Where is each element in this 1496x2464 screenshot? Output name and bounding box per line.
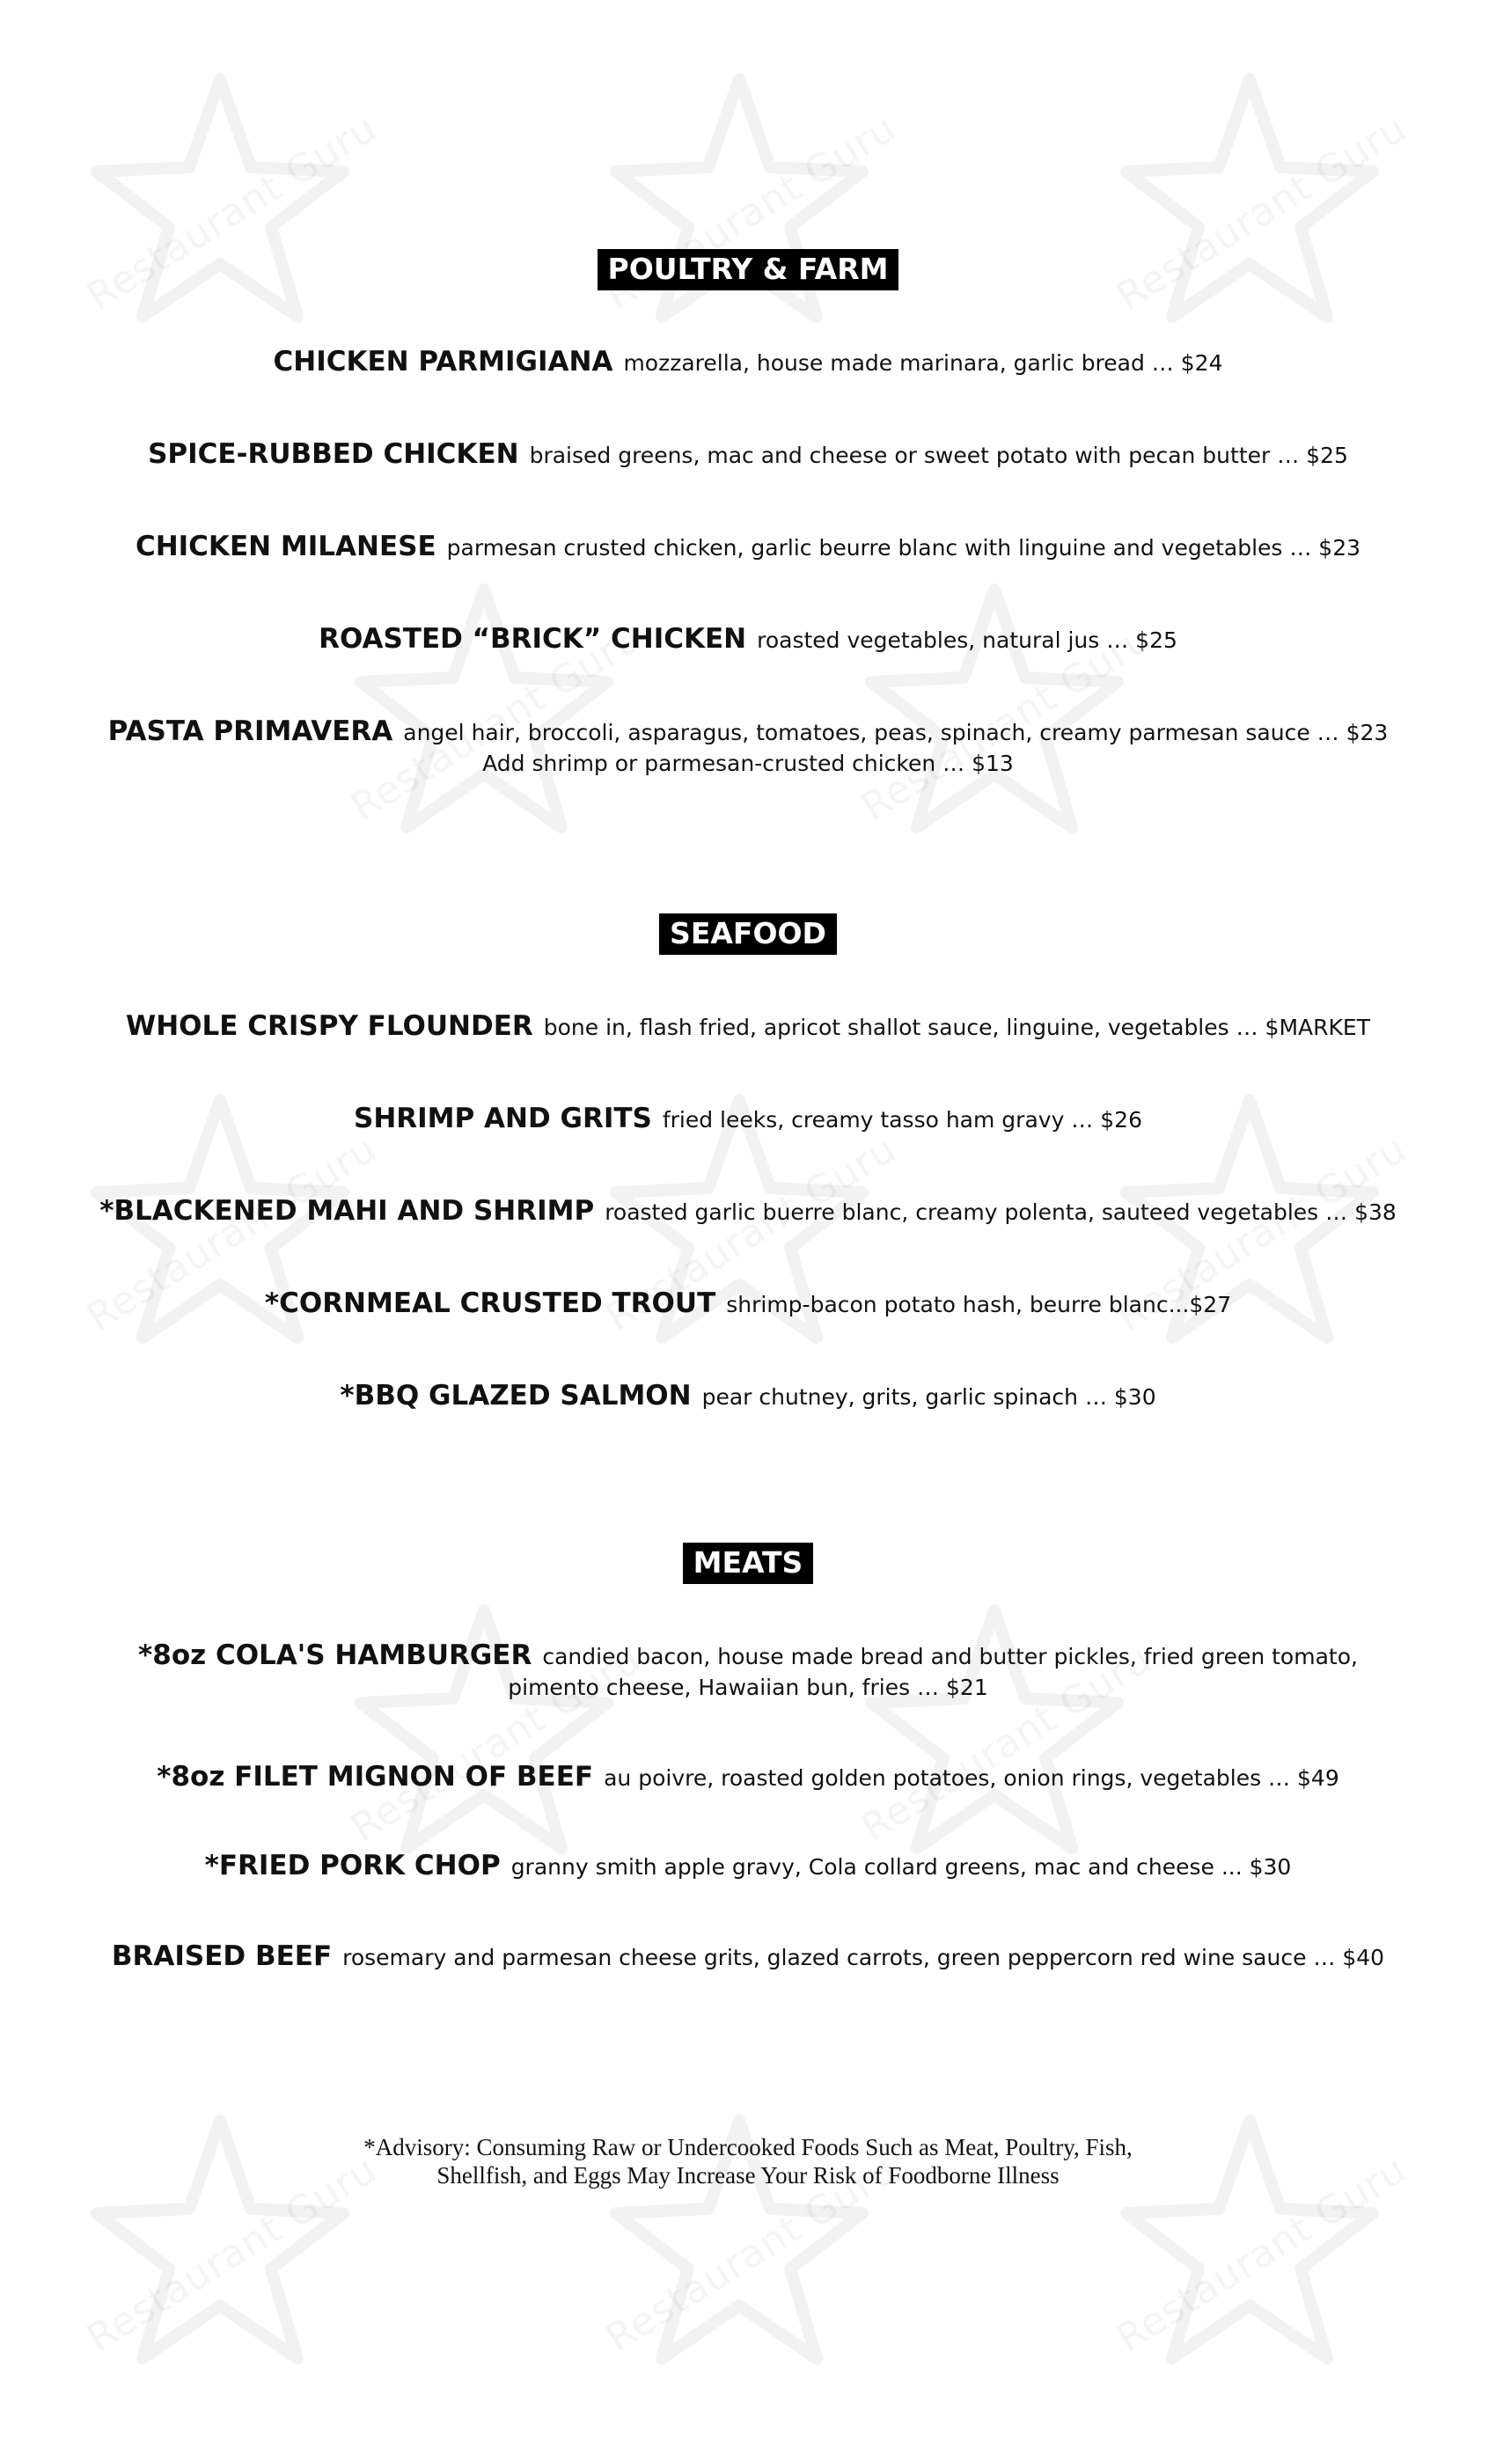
item-description-extra: Add shrimp or parmesan-crusted chicken … $13 [482, 751, 1014, 776]
item-description: au poivre, roasted golden potatoes, onion rings, vegetables … $49 [604, 1765, 1339, 1791]
advisory-line: Shellfish, and Eggs May Increase Your Risk of Foodborne Illness [436, 2162, 1060, 2189]
item-name: PASTA PRIMAVERA [107, 715, 393, 747]
item-description: bone in, flash fried, apricot shallot sauce, linguine, vegetables … $MARKET [543, 1015, 1370, 1040]
item-description: fried leeks, creamy tasso ham gravy … $26 [662, 1107, 1142, 1133]
item-description: roasted vegetables, natural jus … $25 [757, 627, 1177, 653]
section-title: SEAFOOD [659, 913, 837, 955]
item-description: parmesan crusted chicken, garlic beurre blanc with linguine and vegetables … $23 [446, 535, 1361, 561]
menu-item [0, 1380, 1496, 1412]
item-name: SHRIMP AND GRITS [354, 1103, 652, 1134]
advisory-line: *Advisory: Consuming Raw or Undercooked Foods Such as Meat, Poultry, Fish, [363, 2134, 1133, 2160]
item-name: *FRIED PORK CHOP [204, 1850, 501, 1881]
menu-item [0, 715, 1496, 776]
menu-item [0, 1761, 1496, 1793]
item-name: *BLACKENED MAHI AND SHRIMP [99, 1195, 595, 1227]
menu-item [0, 1195, 1496, 1227]
item-description: granny smith apple gravy, Cola collard greens, mac and cheese ... $30 [510, 1854, 1292, 1880]
menu-item [0, 1103, 1496, 1134]
item-name: CHICKEN PARMIGIANA [273, 346, 613, 378]
menu-item [0, 1287, 1496, 1319]
item-name: WHOLE CRISPY FLOUNDER [126, 1010, 533, 1042]
menu-item [0, 1850, 1496, 1881]
section-seafood [0, 913, 1496, 955]
section-title: MEATS [683, 1543, 814, 1584]
item-description: angel hair, broccoli, asparagus, tomatoes, peas, spinach, creamy parmesan sauce … $23 [403, 720, 1389, 745]
item-name: CHICKEN MILANESE [135, 531, 436, 562]
menu-item [0, 346, 1496, 378]
item-description: candied bacon, house made bread and butter pickles, fried green tomato, [542, 1644, 1358, 1669]
menu-item [0, 623, 1496, 655]
item-description: shrimp-bacon potato hash, beurre blanc...$27 [726, 1292, 1232, 1317]
menu-item [0, 1639, 1496, 1700]
item-description: rosemary and parmesan cheese grits, glazed carrots, green peppercorn red wine sauce … $40 [342, 1945, 1385, 1970]
item-description: mozzarella, house made marinara, garlic bread … $24 [623, 350, 1223, 376]
item-description: roasted garlic buerre blanc, creamy polenta, sauteed vegetables … $38 [605, 1199, 1397, 1225]
menu-item [0, 1940, 1496, 1972]
item-description: pear chutney, grits, garlic spinach … $30 [701, 1384, 1156, 1410]
advisory-note [0, 2133, 1496, 2189]
item-name: *CORNMEAL CRUSTED TROUT [264, 1287, 716, 1319]
item-description-extra: pimento cheese, Hawaiian bun, fries … $21 [508, 1675, 988, 1700]
item-name: ROASTED “BRICK” CHICKEN [319, 623, 747, 655]
section-meats [0, 1543, 1496, 1584]
item-name: *8oz COLA'S HAMBURGER [138, 1639, 532, 1671]
menu-item [0, 438, 1496, 470]
section-poultry-farm [0, 249, 1496, 290]
item-description: braised greens, mac and cheese or sweet potato with pecan butter … $25 [529, 443, 1348, 468]
section-title: POULTRY & FARM [598, 249, 899, 290]
menu-item [0, 531, 1496, 562]
item-name: SPICE-RUBBED CHICKEN [148, 438, 519, 470]
item-name: *8oz FILET MIGNON OF BEEF [157, 1761, 594, 1793]
item-name: BRAISED BEEF [111, 1940, 333, 1972]
menu-item [0, 1010, 1496, 1042]
item-name: *BBQ GLAZED SALMON [340, 1380, 692, 1412]
